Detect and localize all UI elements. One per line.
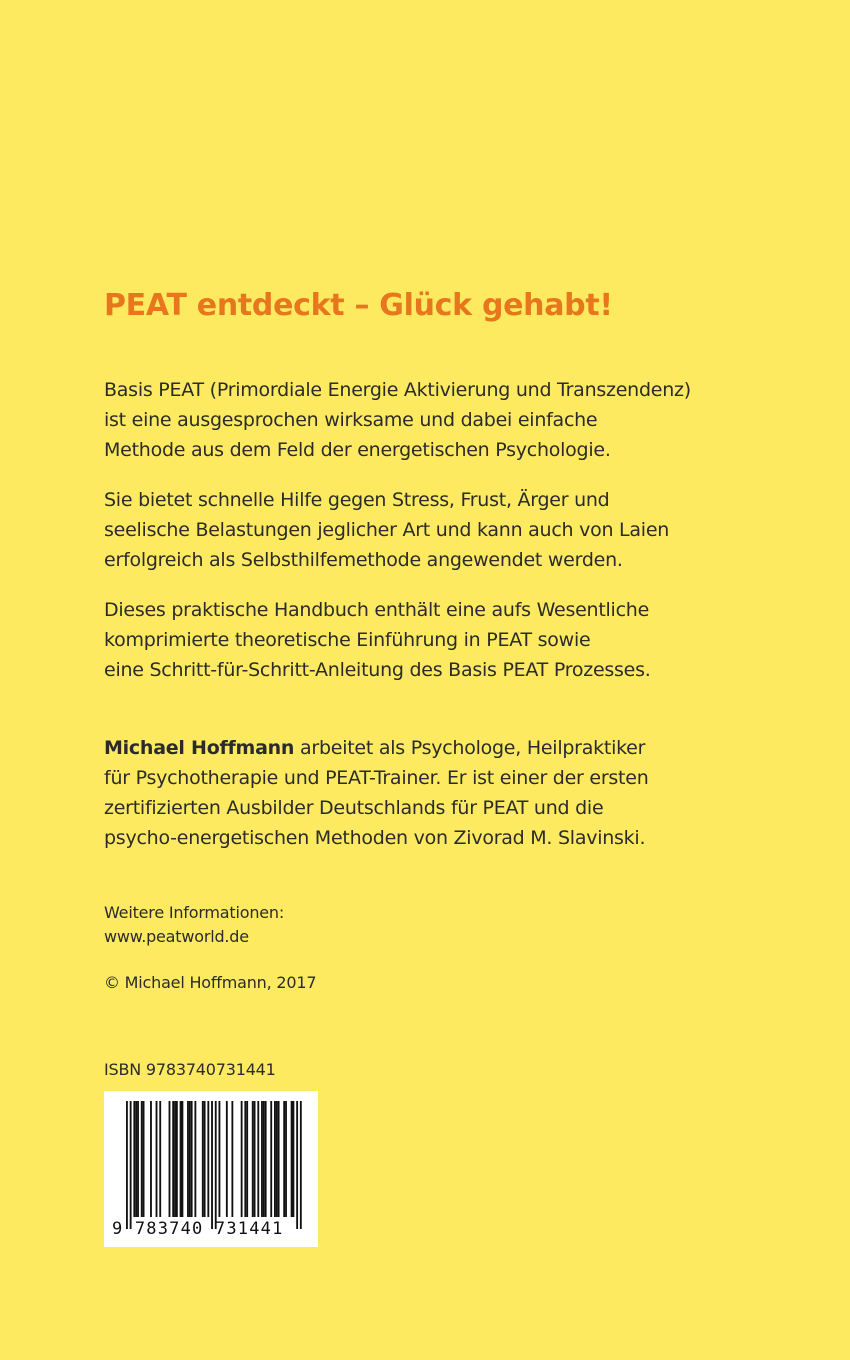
barcode-bar xyxy=(180,1101,182,1217)
barcode-bar xyxy=(189,1101,191,1217)
isbn-label: ISBN 9783740731441 xyxy=(104,1060,276,1079)
headline: PEAT entdeckt – Glück gehabt! xyxy=(104,288,613,323)
barcode-bar xyxy=(191,1101,193,1217)
barcode-bar xyxy=(293,1101,295,1217)
barcode-bar xyxy=(172,1101,174,1217)
paragraph-line: Basis PEAT (Primordiale Energie Aktivierung und Transzendenz) xyxy=(104,379,691,401)
barcode-bar xyxy=(141,1101,143,1217)
barcode-bar xyxy=(261,1101,263,1217)
barcode-bar xyxy=(204,1101,206,1217)
barcode-bar xyxy=(133,1101,135,1217)
barcode-bar xyxy=(241,1101,243,1217)
author-bio-line: zertifizierten Ausbilder Deutschlands für PEAT und die xyxy=(104,797,604,819)
barcode-bar xyxy=(126,1101,128,1229)
barcode-bar xyxy=(300,1101,302,1229)
barcode-bar xyxy=(246,1101,248,1217)
author-bio-text: arbeitet als Psychologe, Heilpraktiker xyxy=(294,737,646,759)
barcode-bar xyxy=(270,1101,272,1217)
author-bio-line: für Psychotherapie und PEAT-Trainer. Er ist einer der ersten xyxy=(104,767,649,789)
paragraph-line: Methode aus dem Feld der energetischen Psychologie. xyxy=(104,439,611,461)
barcode-bar xyxy=(211,1101,213,1229)
paragraph-line: Sie bietet schnelle Hilfe gegen Stress, Frust, Ärger und xyxy=(104,489,610,511)
barcode-bar xyxy=(194,1101,196,1217)
barcode-bar xyxy=(159,1101,161,1217)
barcode-bar xyxy=(150,1101,152,1217)
barcode-digits: 9 783740 731441 xyxy=(112,1219,284,1239)
barcode-bar xyxy=(174,1101,176,1217)
paragraph-line: seelische Belastungen jeglicher Art und kann auch von Laien xyxy=(104,519,670,541)
paragraph-line: Dieses praktische Handbuch enthält eine aufs Wesentliche xyxy=(104,599,650,621)
author-bio-line: psycho-energetischen Methoden von Zivorad M. Slavinski. xyxy=(104,827,646,849)
barcode-bar xyxy=(263,1101,265,1217)
barcode-bar xyxy=(143,1101,145,1217)
barcode-bar xyxy=(135,1101,137,1217)
barcode-bar xyxy=(137,1101,139,1217)
author-bio-first-line xyxy=(104,733,649,763)
barcode-bar xyxy=(274,1101,276,1217)
barcode-bar xyxy=(169,1101,171,1217)
more-info xyxy=(104,901,284,949)
barcode-bar xyxy=(296,1101,298,1229)
author-bio xyxy=(104,733,649,853)
paragraph-line: komprimierte theoretische Einführung in PEAT sowie xyxy=(104,629,591,651)
barcode-bar xyxy=(254,1101,256,1217)
barcode-bar xyxy=(202,1101,204,1217)
barcode-bar xyxy=(156,1101,158,1217)
description-paragraph-2 xyxy=(104,485,669,575)
description-paragraph-3 xyxy=(104,595,651,685)
barcode-bar xyxy=(226,1101,228,1217)
barcode-bar xyxy=(207,1101,209,1217)
website-url: www.peatworld.de xyxy=(104,927,249,946)
barcode-bar xyxy=(276,1101,278,1217)
paragraph-line: erfolgreich als Selbsthilfemethode angewendet werden. xyxy=(104,549,623,571)
copyright-notice: © Michael Hoffmann, 2017 xyxy=(104,973,317,992)
barcode-bar xyxy=(265,1101,267,1217)
barcode-bar xyxy=(215,1101,217,1229)
paragraph-line: ist eine ausgesprochen wirksame und dabei einfache xyxy=(104,409,598,431)
barcode-bar xyxy=(130,1101,132,1229)
barcode-bar xyxy=(219,1101,221,1217)
barcode-bar xyxy=(182,1101,184,1217)
barcode-bar xyxy=(257,1101,259,1217)
barcode-bar xyxy=(283,1101,285,1217)
barcode-bar xyxy=(187,1101,189,1217)
author-name: Michael Hoffmann xyxy=(104,737,295,759)
barcode-bar xyxy=(176,1101,178,1217)
more-info-label: Weitere Informationen: xyxy=(104,903,285,922)
barcode-bar xyxy=(291,1101,293,1217)
paragraph-line: eine Schritt-für-Schritt-Anleitung des Basis PEAT Prozesses. xyxy=(104,659,651,681)
barcode-bar xyxy=(231,1101,233,1217)
barcode-bar xyxy=(252,1101,254,1217)
description-paragraph-1 xyxy=(104,375,691,465)
barcode-bar xyxy=(278,1101,280,1217)
isbn-barcode xyxy=(104,1091,318,1247)
barcode-bar xyxy=(244,1101,246,1217)
barcode-bar xyxy=(285,1101,287,1217)
